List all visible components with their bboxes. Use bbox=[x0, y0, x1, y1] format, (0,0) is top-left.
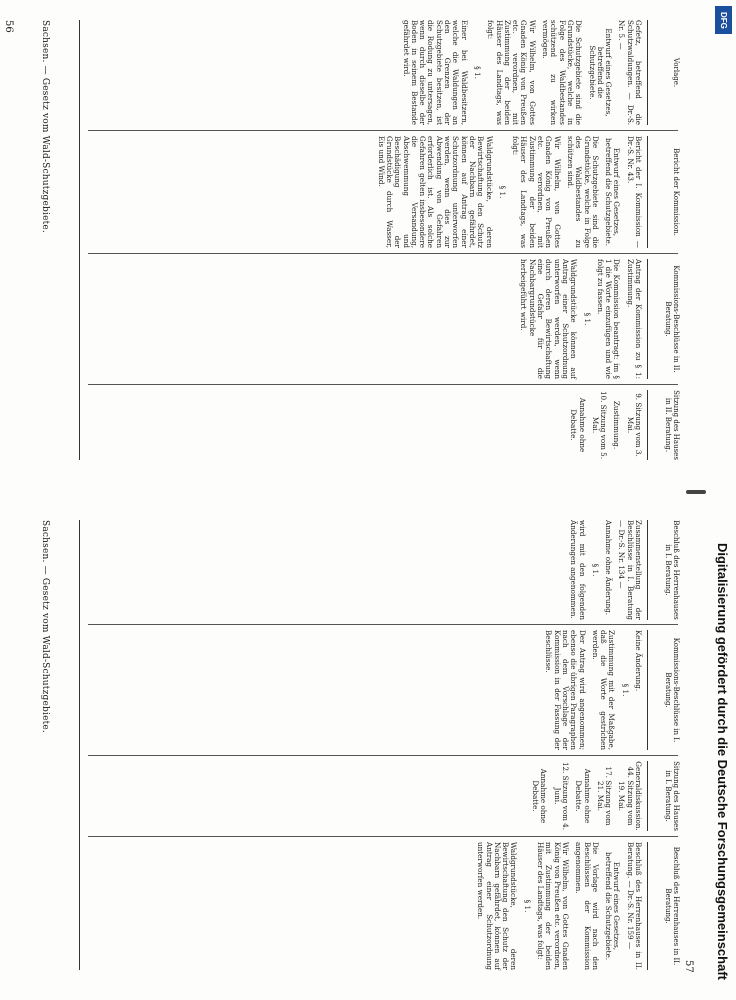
paragraph: Wir Wilhelm, von Gottes Gnaden König von Preußen etc. verordnen, mit Zustimmung der beiden Häuser des Landtags, was folgt: bbox=[486, 20, 537, 125]
right-page bbox=[0, 520, 700, 990]
paragraph: Zustimmung mit der Maßgabe, daß die Worte gestrichen werden. bbox=[590, 630, 617, 750]
paragraph: Wir Wilhelm, von Gottes Gnaden König von Preußen etc. verordnen, mit Zustimmung der beiden Häuser des Landtags, was folgt: bbox=[511, 136, 562, 248]
paragraph: Waldgrundstücke, deren Bewirtschaftung den Schutz der Nachbarn gefährdet, können auf Antrag einer Schutzordnung unterworfen werden, wenn dies zur Abwendung von Gefahren erforderlich ist. Als solche Gefahren gelten insbesondere die Versandung, Abschwemmung und Beschädigung der Grundstücke durch Wasser, Eis und Wind. bbox=[376, 136, 494, 248]
column-divider bbox=[88, 836, 678, 837]
section-mark: § 1. bbox=[590, 563, 600, 577]
header-rule bbox=[79, 20, 80, 460]
paragraph: 12. Sitzung vom 4. Juni. bbox=[552, 761, 570, 831]
paragraph: Beschluß des Herrenhauses in II. Beratung. — Dr.-S. Nr. 159 — bbox=[625, 842, 643, 970]
left-page bbox=[0, 0, 700, 470]
column-sitzung bbox=[564, 390, 680, 460]
paragraph: 9. Sitzung vom 3. Mai. bbox=[625, 393, 643, 457]
section-mark: § 1. bbox=[497, 185, 507, 199]
column-header: Kommissions-Beschlüsse in II. Beratung. bbox=[647, 259, 680, 379]
paragraph: Entwurf eines Gesetzes, betreffend die Schutzgebiete. bbox=[587, 28, 614, 117]
column-header: Kommissions-Beschlüsse in I. Beratung. bbox=[647, 630, 680, 750]
column-divider bbox=[88, 130, 678, 131]
paragraph: Annahme ohne Debatte. bbox=[531, 768, 549, 824]
section-mark: § 1. bbox=[620, 683, 630, 697]
column-kommission-1 bbox=[539, 630, 680, 750]
paragraph: Waldgrundstücke können auf Antrag einer Schutzordnung unterworfen werden, wenn durch deren Bewirtschaftung eine Gefahr für die Nachbargrundstücke herbeigeführt wird. bbox=[519, 259, 579, 379]
dfg-logo: DFG bbox=[715, 6, 732, 34]
paragraph: Einer bei Waldbesitzern, welche die Waldungen an den Grenzen der Schutzgebiete besitzen, ist die Rodung zu untersagen, wenn durch dieselbe der Boden in seinem Bestande gefährdet wird. bbox=[401, 20, 469, 125]
column-divider bbox=[88, 253, 678, 254]
paragraph: wird mit den folgenden Änderungen angenommen. bbox=[569, 520, 587, 620]
column-sitzung-1 bbox=[526, 761, 680, 831]
section-mark: § 1. bbox=[522, 899, 532, 913]
column-header: Vorlage. bbox=[647, 20, 680, 125]
paragraph: Bericht der I. Kommission — Dr.-S. Nr. 43. bbox=[625, 136, 643, 248]
column-header: Beschluß des Herrenhauses in II. Beratung. bbox=[647, 842, 680, 970]
paragraph: Annahme ohne Debatte. bbox=[574, 768, 592, 824]
dfg-credit bbox=[712, 40, 732, 980]
section-mark: § 1. bbox=[472, 66, 482, 79]
running-head-left: Sachsen. — Gesetz vom Wald-Schutzgebiete. bbox=[40, 20, 50, 233]
paragraph: Die Schutzgebiete sind die Grundstücke, welche in Folge des Waldbestandes schützend zu wirken vermögen. bbox=[541, 20, 584, 125]
column-divider bbox=[88, 755, 678, 756]
paragraph: Antrag der Kommission zu § 1: Zustimmung. bbox=[625, 259, 643, 379]
paragraph: Die Kommission beantragt: im § 1 die Worte einzufügen und wie folgt zu fassen. bbox=[595, 259, 622, 379]
paragraph: Zusammenstellung der Beschlüsse in I. Beratung — Dr.-S. Nr. 134 — bbox=[617, 520, 643, 620]
column-vorlage bbox=[396, 20, 680, 125]
paragraph: 10. Sitzung vom 5. Mai. bbox=[590, 390, 609, 460]
column-bericht bbox=[371, 136, 680, 248]
column-header: Sitzung des Hauses in II. Beratung. bbox=[647, 390, 680, 460]
page-number-left: 56 bbox=[3, 20, 14, 33]
running-head-right: Sachsen. — Gesetz vom Wald-Schutzgebiete. bbox=[40, 520, 50, 733]
page-number-right: 57 bbox=[683, 960, 694, 973]
header-rule bbox=[79, 520, 80, 970]
paragraph: Generaldiskussion. 44. Sitzung vom 19. Mai. bbox=[617, 761, 643, 831]
paragraph: Die Schutzgebiete sind die Grundstücke, welche in Folge des Waldbestandes zu schützen sind. bbox=[565, 136, 600, 248]
section-mark: § 1. bbox=[582, 312, 592, 326]
column-divider bbox=[88, 384, 678, 385]
paragraph: Entwurf eines Gesetzes, betreffend die Schutzgebiete. bbox=[604, 851, 622, 961]
paragraph: Annahme ohne Änderung. bbox=[604, 520, 614, 616]
column-header: Beschluß des Herrenhauses in I. Beratung. bbox=[647, 520, 680, 620]
column-kommission bbox=[514, 259, 680, 379]
paragraph: Keine Änderung. bbox=[634, 630, 643, 692]
column-header: Bericht der Kommission. bbox=[647, 136, 680, 248]
ink-smear bbox=[686, 490, 706, 494]
column-herrenhaus-2 bbox=[471, 842, 680, 970]
paragraph: Die Vorlage wird nach den Beschlüssen der Kommission angenommen. bbox=[574, 842, 600, 970]
column-divider bbox=[88, 624, 678, 625]
paragraph: Gefetz, betreffend die Schutzwaldungen. — Dr.-S. Nr. 5. — bbox=[617, 20, 643, 125]
column-header: Sitzung des Hauses in I. Beratung. bbox=[647, 761, 680, 831]
column-herrenhaus-1 bbox=[564, 520, 680, 620]
paragraph: Der Antrag wird angenommen; ebenso die übrigen Paragraphen nach dem Vorschlage der Kommission in der Fassung der Beschlüsse. bbox=[544, 630, 587, 750]
paragraph: Waldgrundstücke, deren Bewirtschaftung den Schutz der Nachbarn gefährdet, können auf Antrag einer Schutzordnung unterworfen werden. bbox=[476, 842, 519, 970]
paragraph: Entwurf eines Gesetzes, betreffend die Schutzgebiete. bbox=[604, 137, 622, 247]
dfg-credit-text: Digitalisierung gefördert durch die Deutsche Forschungsgemeinschaft bbox=[715, 542, 730, 980]
paragraph: Zustimmung. bbox=[612, 400, 622, 450]
paragraph: Wir Wilhelm, von Gottes Gnaden König von Preußen etc. verordnen, mit Zustimmung der beiden Häuser des Landtags, was folgt: bbox=[536, 842, 570, 970]
paragraph: Annahme ohne Debatte. bbox=[569, 397, 587, 453]
paragraph: 17. Sitzung vom 21. Mai. bbox=[595, 766, 614, 826]
